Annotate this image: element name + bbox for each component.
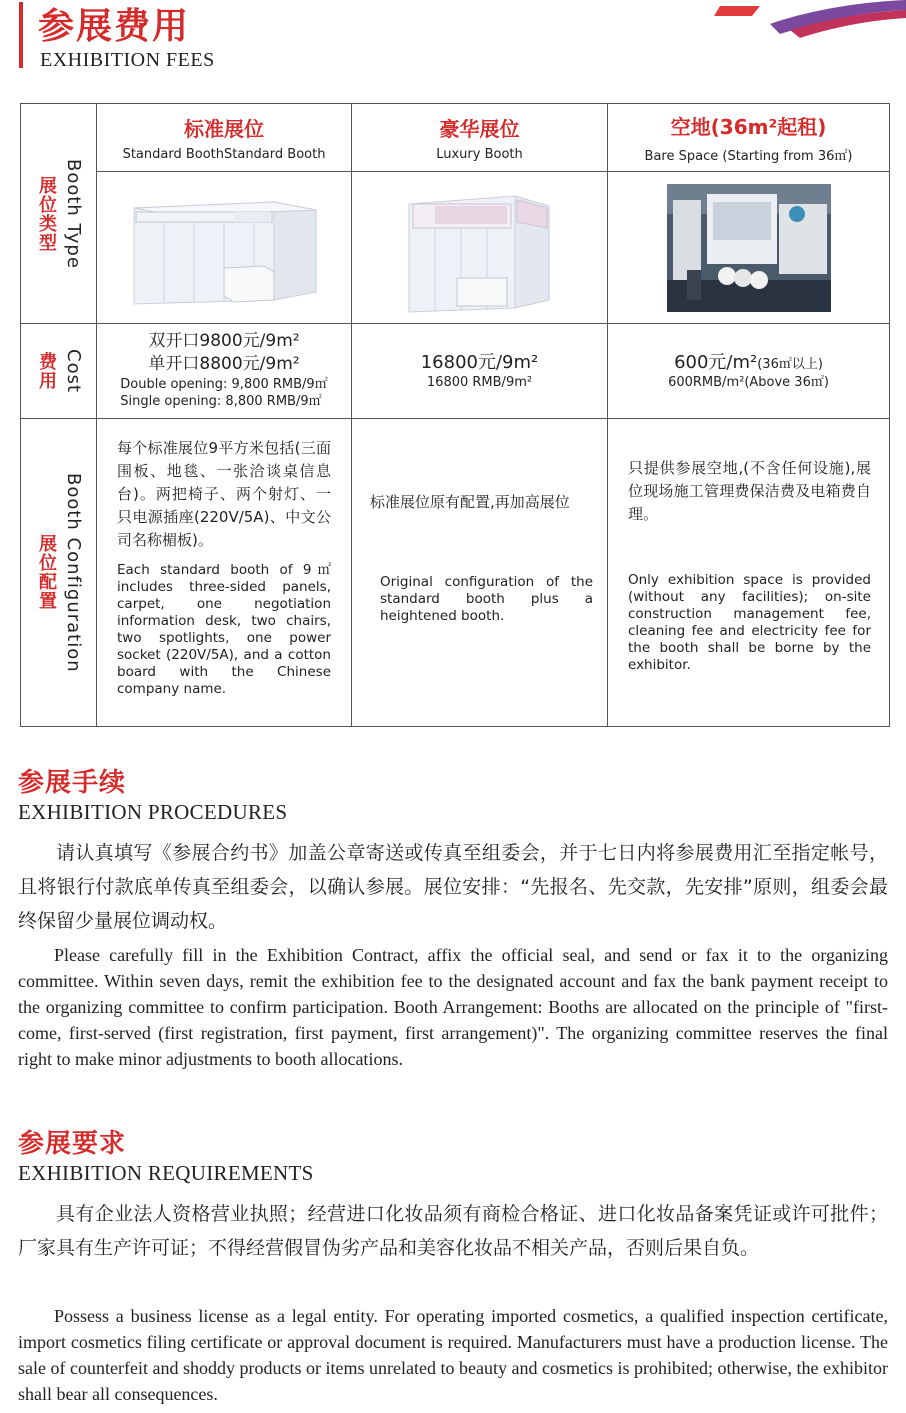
config-bare-space-cn: 只提供参展空地,(不含任何设施),展位现场施工管理费保洁费及电箱费自理。 [628, 459, 871, 523]
procedures-text-en: Please carefully fill in the Exhibition Contract, affix the official seal, and send or fax it to the organizing committee. Within seven days, remit the exhibition fee to the designated account and fax the bank payment receipt to the organizing committee to confirm participation. Booth Arrangement: Booths are allocated on the principle of "first-come, first-served (first registration, first payment, first arrangement)". The organizing committee reserves the final right to make minor adjustments to booth allocations. [18, 945, 888, 1069]
cost-single-opening-en: Single opening: 8,800 RMB/9㎡ [120, 394, 322, 409]
cost-bare-space-cn: 600元/m² [674, 352, 758, 373]
cost-double-opening-en: Double opening: 9,800 RMB/9㎡ [120, 377, 328, 392]
bare-space-image-cell [608, 172, 890, 324]
procedures-title-en: EXHIBITION PROCEDURES [18, 800, 288, 824]
procedures-title-cn: 参展手续 [18, 768, 127, 798]
cost-single-opening-cn: 单开口8800元/9m² [148, 354, 300, 374]
luxury-booth-cost [352, 324, 608, 419]
config-bare-space-en: Only exhibition space is provided (without any facilities); on-site construction management fee, cleaning fee and electricity fee for the booth shall be borne by the exhibitor. [628, 572, 871, 673]
column-title-en: Bare Space (Starting from 36㎡) [644, 149, 853, 164]
standard-booth-config [97, 419, 352, 727]
header-accent-bar [19, 2, 23, 68]
requirements-title-cn: 参展要求 [18, 1129, 127, 1159]
column-title-en: Luxury Booth [436, 147, 523, 162]
cost-bare-space-en: 600RMB/m²(Above 36㎡) [668, 375, 829, 390]
column-header-luxury [352, 104, 608, 172]
column-title-cn: 标准展位 [184, 117, 264, 141]
column-header-standard [97, 104, 352, 172]
column-title-cn: 豪华展位 [439, 117, 520, 141]
column-title-cn: 空地(36m²起租) [670, 115, 827, 139]
requirements-text-en: Possess a business license as a legal entity. For operating imported cosmetics, a qualified inspection certificate, import cosmetics filing certificate or approval document is required. Manufacturers must have a production license. The sale of counterfeit and shoddy products or items unrelated to beauty and cosmetics is prohibited; otherwise, the exhibitor shall bear all consequences. [18, 1306, 888, 1404]
config-luxury-en: Original configuration of the standard booth plus a heightened booth. [380, 574, 593, 624]
cost-luxury-cn: 16800元/9m² [420, 352, 539, 373]
page-title-cn: 参展费用 [38, 6, 191, 47]
row-label-cost-cn: 费用 [36, 352, 57, 390]
cost-luxury-en: 16800 RMB/9m² [426, 375, 533, 390]
column-title-en: Standard BoothStandard Booth [122, 147, 326, 162]
requirements-text-cn: 具有企业法人资格营业执照；经营进口化妆品须有商检合格证、进口化妆品备案凭证或许可批件；厂家具有生产许可证；不得经营假冒伪劣产品和美容化妆品不相关产品，否则后果自负。 [18, 1203, 888, 1259]
row-label-booth-type-cn: 展位类型 [36, 175, 57, 252]
row-label-cost [21, 324, 97, 419]
bare-space-cost [608, 324, 890, 419]
decorative-swoosh-icon [700, 0, 906, 40]
row-label-config-cn: 展位配置 [36, 534, 57, 611]
fees-table [20, 103, 890, 727]
procedures-text-cn: 请认真填写《参展合约书》加盖公章寄送或传真至组委会，并于七日内将参展费用汇至指定帐号，且将银行付款底单传真至组委会，以确认参展。展位安排：“先报名、先交款，先安排”原则，组委会最终保留少量展位调动权。 [18, 842, 888, 932]
standard-booth-cost [97, 324, 352, 419]
cost-double-opening-cn: 双开口9800元/9m² [148, 331, 300, 351]
column-header-bare-space [608, 104, 890, 172]
row-label-booth-type [21, 104, 97, 324]
config-standard-cn: 每个标准展位9平方米包括(三面围板、地毯、一张洽谈桌信息台)。两把椅子、两个射灯、一只电源插座(220V/5A)、中文公司名称楣板)。 [117, 439, 331, 549]
row-label-config-en: Booth Configuration [63, 472, 84, 673]
luxury-booth-config [352, 419, 608, 727]
bare-space-config [608, 419, 890, 727]
bare-space-photo-icon [667, 184, 831, 312]
row-label-cost-en: Cost [63, 348, 84, 394]
luxury-booth-image-cell [352, 172, 608, 324]
config-luxury-cn: 标准展位原有配置,再加高展位 [370, 493, 570, 511]
requirements-title-en: EXHIBITION REQUIREMENTS [18, 1161, 314, 1185]
row-label-booth-type-en: Booth Type [63, 158, 84, 269]
row-label-config [21, 419, 97, 727]
standard-booth-illustration-icon [124, 188, 324, 308]
luxury-booth-illustration-icon [405, 182, 555, 314]
page-title-en: EXHIBITION FEES [40, 49, 215, 71]
standard-booth-image-cell [97, 172, 352, 324]
config-standard-en: Each standard booth of 9㎡ includes three-sided panels, carpet, one negotiation information desk, two chairs, two spotlights, one power socket (220V/5A), and a cotton board with the Chinese company name. [117, 562, 331, 697]
cost-bare-space-note: (36㎡以上) [757, 357, 823, 372]
